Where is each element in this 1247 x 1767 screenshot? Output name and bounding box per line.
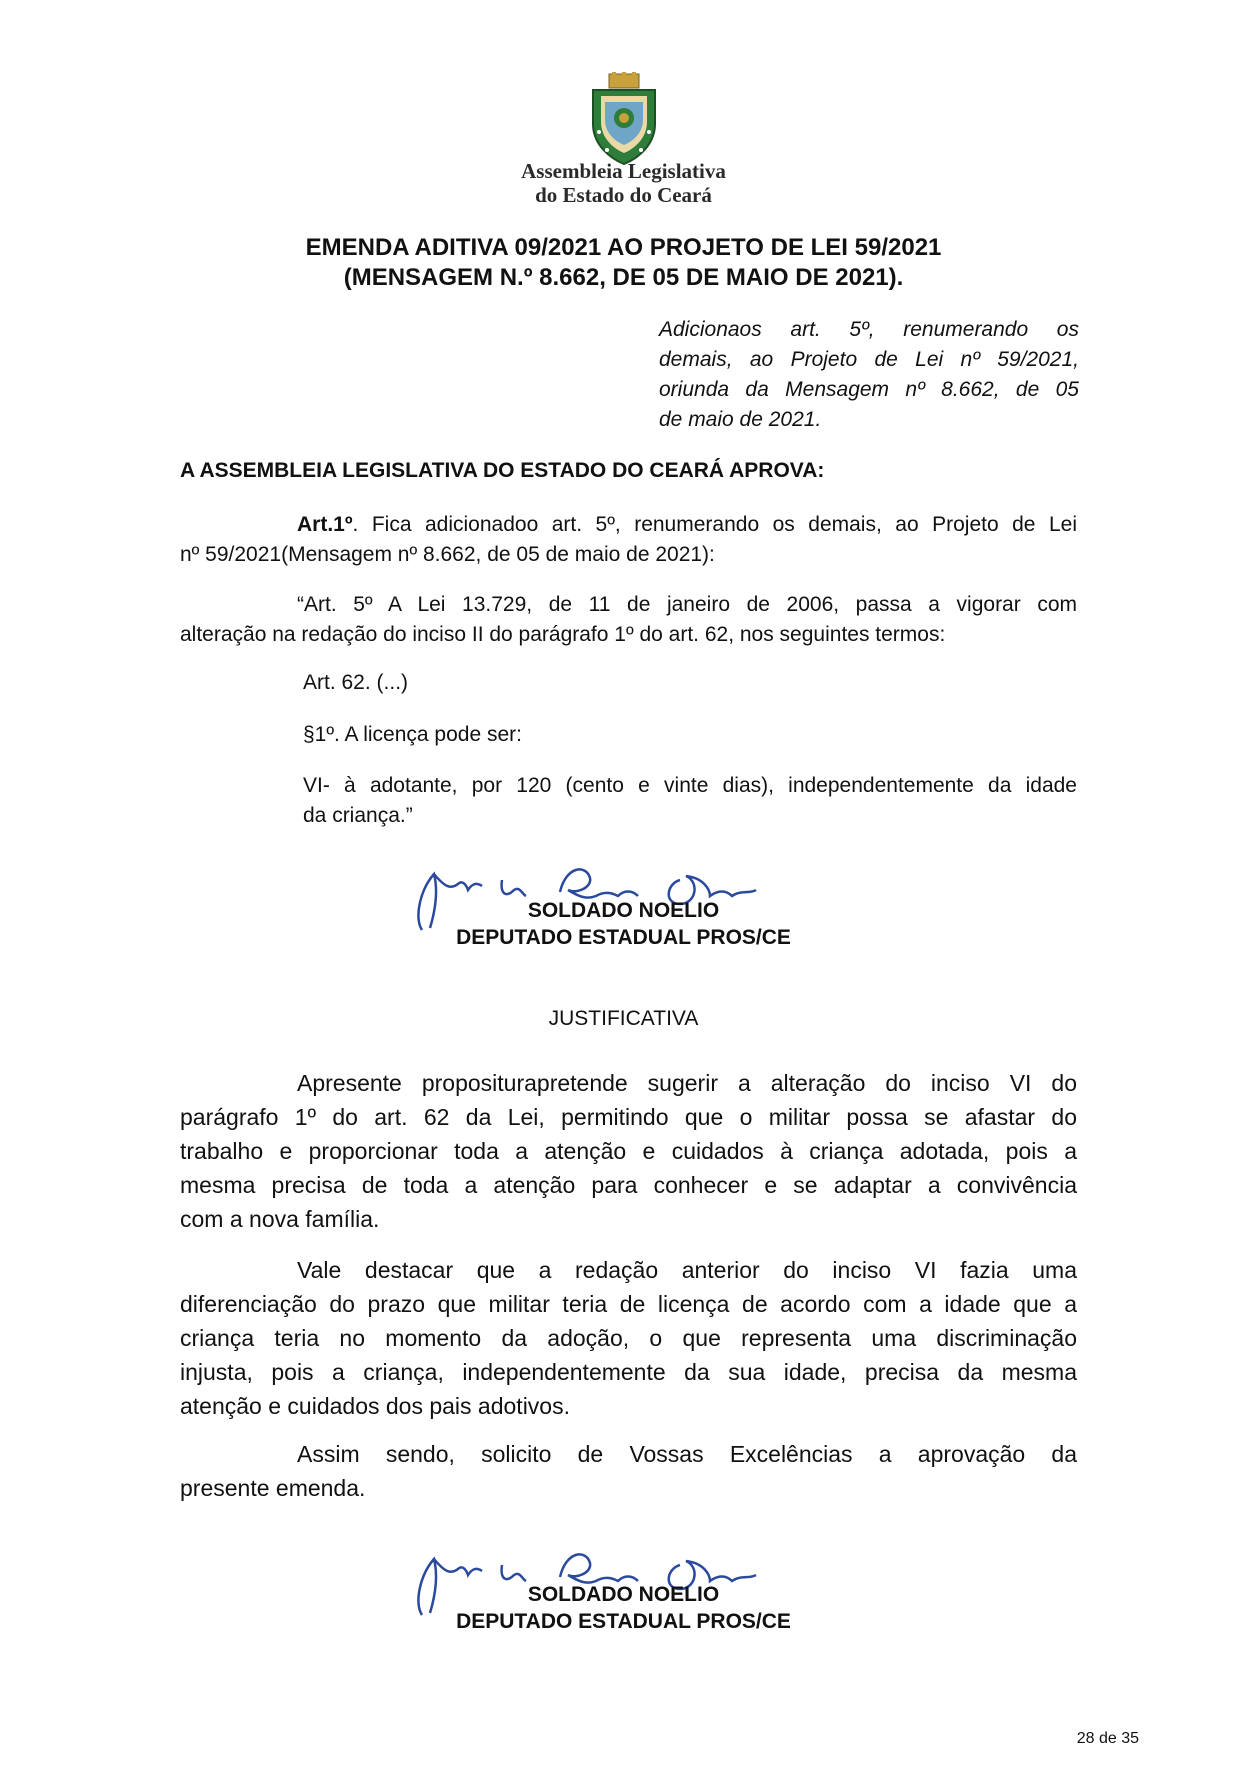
summary-line: Adicionaos art. 5º, renumerando os xyxy=(659,318,1079,341)
org-name-line1: Assembleia Legislativa xyxy=(521,159,726,183)
signature-1-role: DEPUTADO ESTADUAL PROS/CE xyxy=(456,926,791,949)
justification-paragraph-1 xyxy=(180,1066,1077,1236)
quoted-item-vi-line1: VI- à adotante, por 120 (cento e vinte dias), independentemente da idade xyxy=(303,774,1077,797)
justification-line: Apresente propositurapretende sugerir a alteração do inciso VI do xyxy=(297,1070,1077,1096)
summary-line: de maio de 2021. xyxy=(659,408,822,431)
document-title-line2: (MENSAGEM N.º 8.662, DE 05 DE MAIO DE 2021). xyxy=(343,264,904,291)
quoted-art62: Art. 62. (...) xyxy=(303,671,409,694)
justification-line: injusta, pois a criança, independentemente da sua idade, precisa da mesma xyxy=(180,1359,1077,1385)
summary-line: oriunda da Mensagem nº 8.662, de 05 xyxy=(659,378,1079,401)
approval-heading: A ASSEMBLEIA LEGISLATIVA DO ESTADO DO CEARÁ APROVA: xyxy=(180,459,825,482)
justification-line: Vale destacar que a redação anterior do inciso VI fazia uma xyxy=(297,1257,1077,1283)
signature-2-name: SOLDADO NOELIO xyxy=(527,1583,720,1606)
article-1-line2: nº 59/2021(Mensagem nº 8.662, de 05 de maio de 2021): xyxy=(180,543,715,566)
summary xyxy=(659,315,1079,435)
signature-1-name: SOLDADO NOELIO xyxy=(527,899,720,922)
justification-paragraph-3 xyxy=(180,1437,1077,1505)
justification-line: presente emenda. xyxy=(180,1475,366,1501)
quoted-paragraph1: §1º. A licença pode ser: xyxy=(303,723,522,746)
justification-line: Assim sendo, solicito de Vossas Excelências a aprovação da xyxy=(297,1441,1077,1467)
justification-line: mesma precisa de toda a atenção para conhecer e se adaptar a convivência xyxy=(180,1172,1077,1198)
justification-paragraph-2 xyxy=(180,1253,1077,1423)
justification-line: parágrafo 1º do art. 62 da Lei, permitindo que o militar possa se afastar do xyxy=(180,1104,1077,1130)
justification-line: criança teria no momento da adoção, o que representa uma discriminação xyxy=(180,1325,1077,1351)
state-crest-icon xyxy=(587,72,661,166)
article-1-line1: Art.1º. Fica adicionadoo art. 5º, renumerando os demais, ao Projeto de Lei xyxy=(297,513,1077,536)
article-5-line1: “Art. 5º A Lei 13.729, de 11 de janeiro de 2006, passa a vigorar com xyxy=(297,593,1077,616)
justification-line: atenção e cuidados dos pais adotivos. xyxy=(180,1393,570,1419)
document-title-line1: EMENDA ADITIVA 09/2021 AO PROJETO DE LEI 59/2021 xyxy=(305,234,942,261)
quoted-item-vi-line2: da criança.” xyxy=(303,804,413,827)
article-5-line2: alteração na redação do inciso II do parágrafo 1º do art. 62, nos seguintes termos: xyxy=(180,623,946,646)
page-number: 28 de 35 xyxy=(1076,1730,1139,1747)
justification-heading: JUSTIFICATIVA xyxy=(548,1007,699,1030)
org-name-line2: do Estado do Ceará xyxy=(535,183,712,207)
quoted-item-vi xyxy=(303,771,1077,831)
signature-2-role: DEPUTADO ESTADUAL PROS/CE xyxy=(456,1610,791,1633)
article-1 xyxy=(180,510,1077,570)
article-1-label: Art.1º xyxy=(297,513,353,536)
justification-line: com a nova família. xyxy=(180,1206,380,1232)
summary-line: demais, ao Projeto de Lei nº 59/2021, xyxy=(659,348,1079,371)
article-5 xyxy=(180,590,1077,650)
justification-line: diferenciação do prazo que militar teria de licença de acordo com a idade que a xyxy=(180,1291,1077,1317)
justification-line: trabalho e proporcionar toda a atenção e cuidados à criança adotada, pois a xyxy=(180,1138,1077,1164)
